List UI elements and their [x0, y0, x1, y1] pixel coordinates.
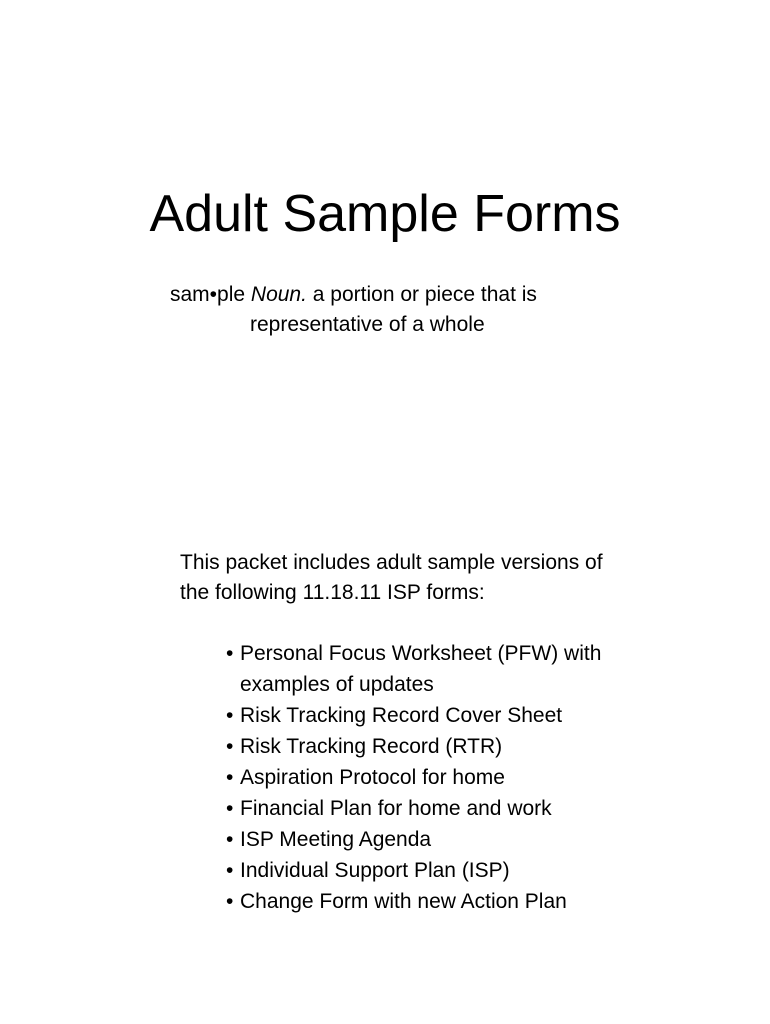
list-item — [226, 793, 706, 824]
definition-meaning-1: a portion or piece that is — [306, 283, 537, 306]
list-item — [226, 824, 706, 855]
list-item-text: Risk Tracking Record (RTR) — [240, 735, 503, 758]
forms-list — [226, 638, 706, 917]
list-item-text-continued: examples of updates — [240, 673, 434, 696]
intro-line-2 — [180, 578, 700, 608]
intro-paragraph — [180, 548, 700, 608]
list-item-text: Financial Plan for home and work — [240, 797, 552, 820]
list-item — [226, 700, 706, 731]
definition-meaning-2: representative of a whole — [250, 313, 485, 336]
intro-line-1: This packet includes adult sample versions of — [180, 551, 603, 574]
bullet-icon: • — [226, 890, 234, 913]
bullet-icon: • — [226, 828, 234, 851]
list-item-text: Change Form with new Action Plan — [240, 890, 567, 913]
list-item-text: ISP Meeting Agenda — [240, 828, 432, 851]
bullet-icon: • — [226, 766, 234, 789]
list-item-text: Personal Focus Worksheet (PFW) with — [240, 642, 602, 665]
list-item — [226, 762, 706, 793]
version-number: 11.18.11 — [302, 581, 382, 604]
list-item-text: Aspiration Protocol for home — [240, 766, 505, 789]
bullet-icon: • — [226, 735, 234, 758]
page-title: Adult Sample Forms — [149, 185, 621, 243]
list-item-text: Individual Support Plan (ISP) — [240, 859, 510, 882]
definition-part-of-speech: Noun. — [250, 283, 307, 306]
list-item-text: Risk Tracking Record Cover Sheet — [240, 704, 563, 727]
intro-line-2-prefix: the following — [180, 581, 303, 604]
list-item — [226, 886, 706, 917]
list-item — [226, 855, 706, 886]
bullet-icon: • — [226, 859, 234, 882]
list-item — [226, 731, 706, 762]
list-item — [226, 638, 706, 700]
bullet-icon: • — [226, 642, 234, 665]
definition-line-2 — [170, 310, 610, 340]
bullet-icon: • — [226, 797, 234, 820]
definition-word: sam•ple — [170, 283, 246, 306]
intro-line-2-suffix: ISP forms: — [381, 581, 485, 604]
bullet-icon: • — [226, 704, 234, 727]
definition-line-1 — [170, 280, 610, 310]
definition-block — [170, 280, 610, 340]
